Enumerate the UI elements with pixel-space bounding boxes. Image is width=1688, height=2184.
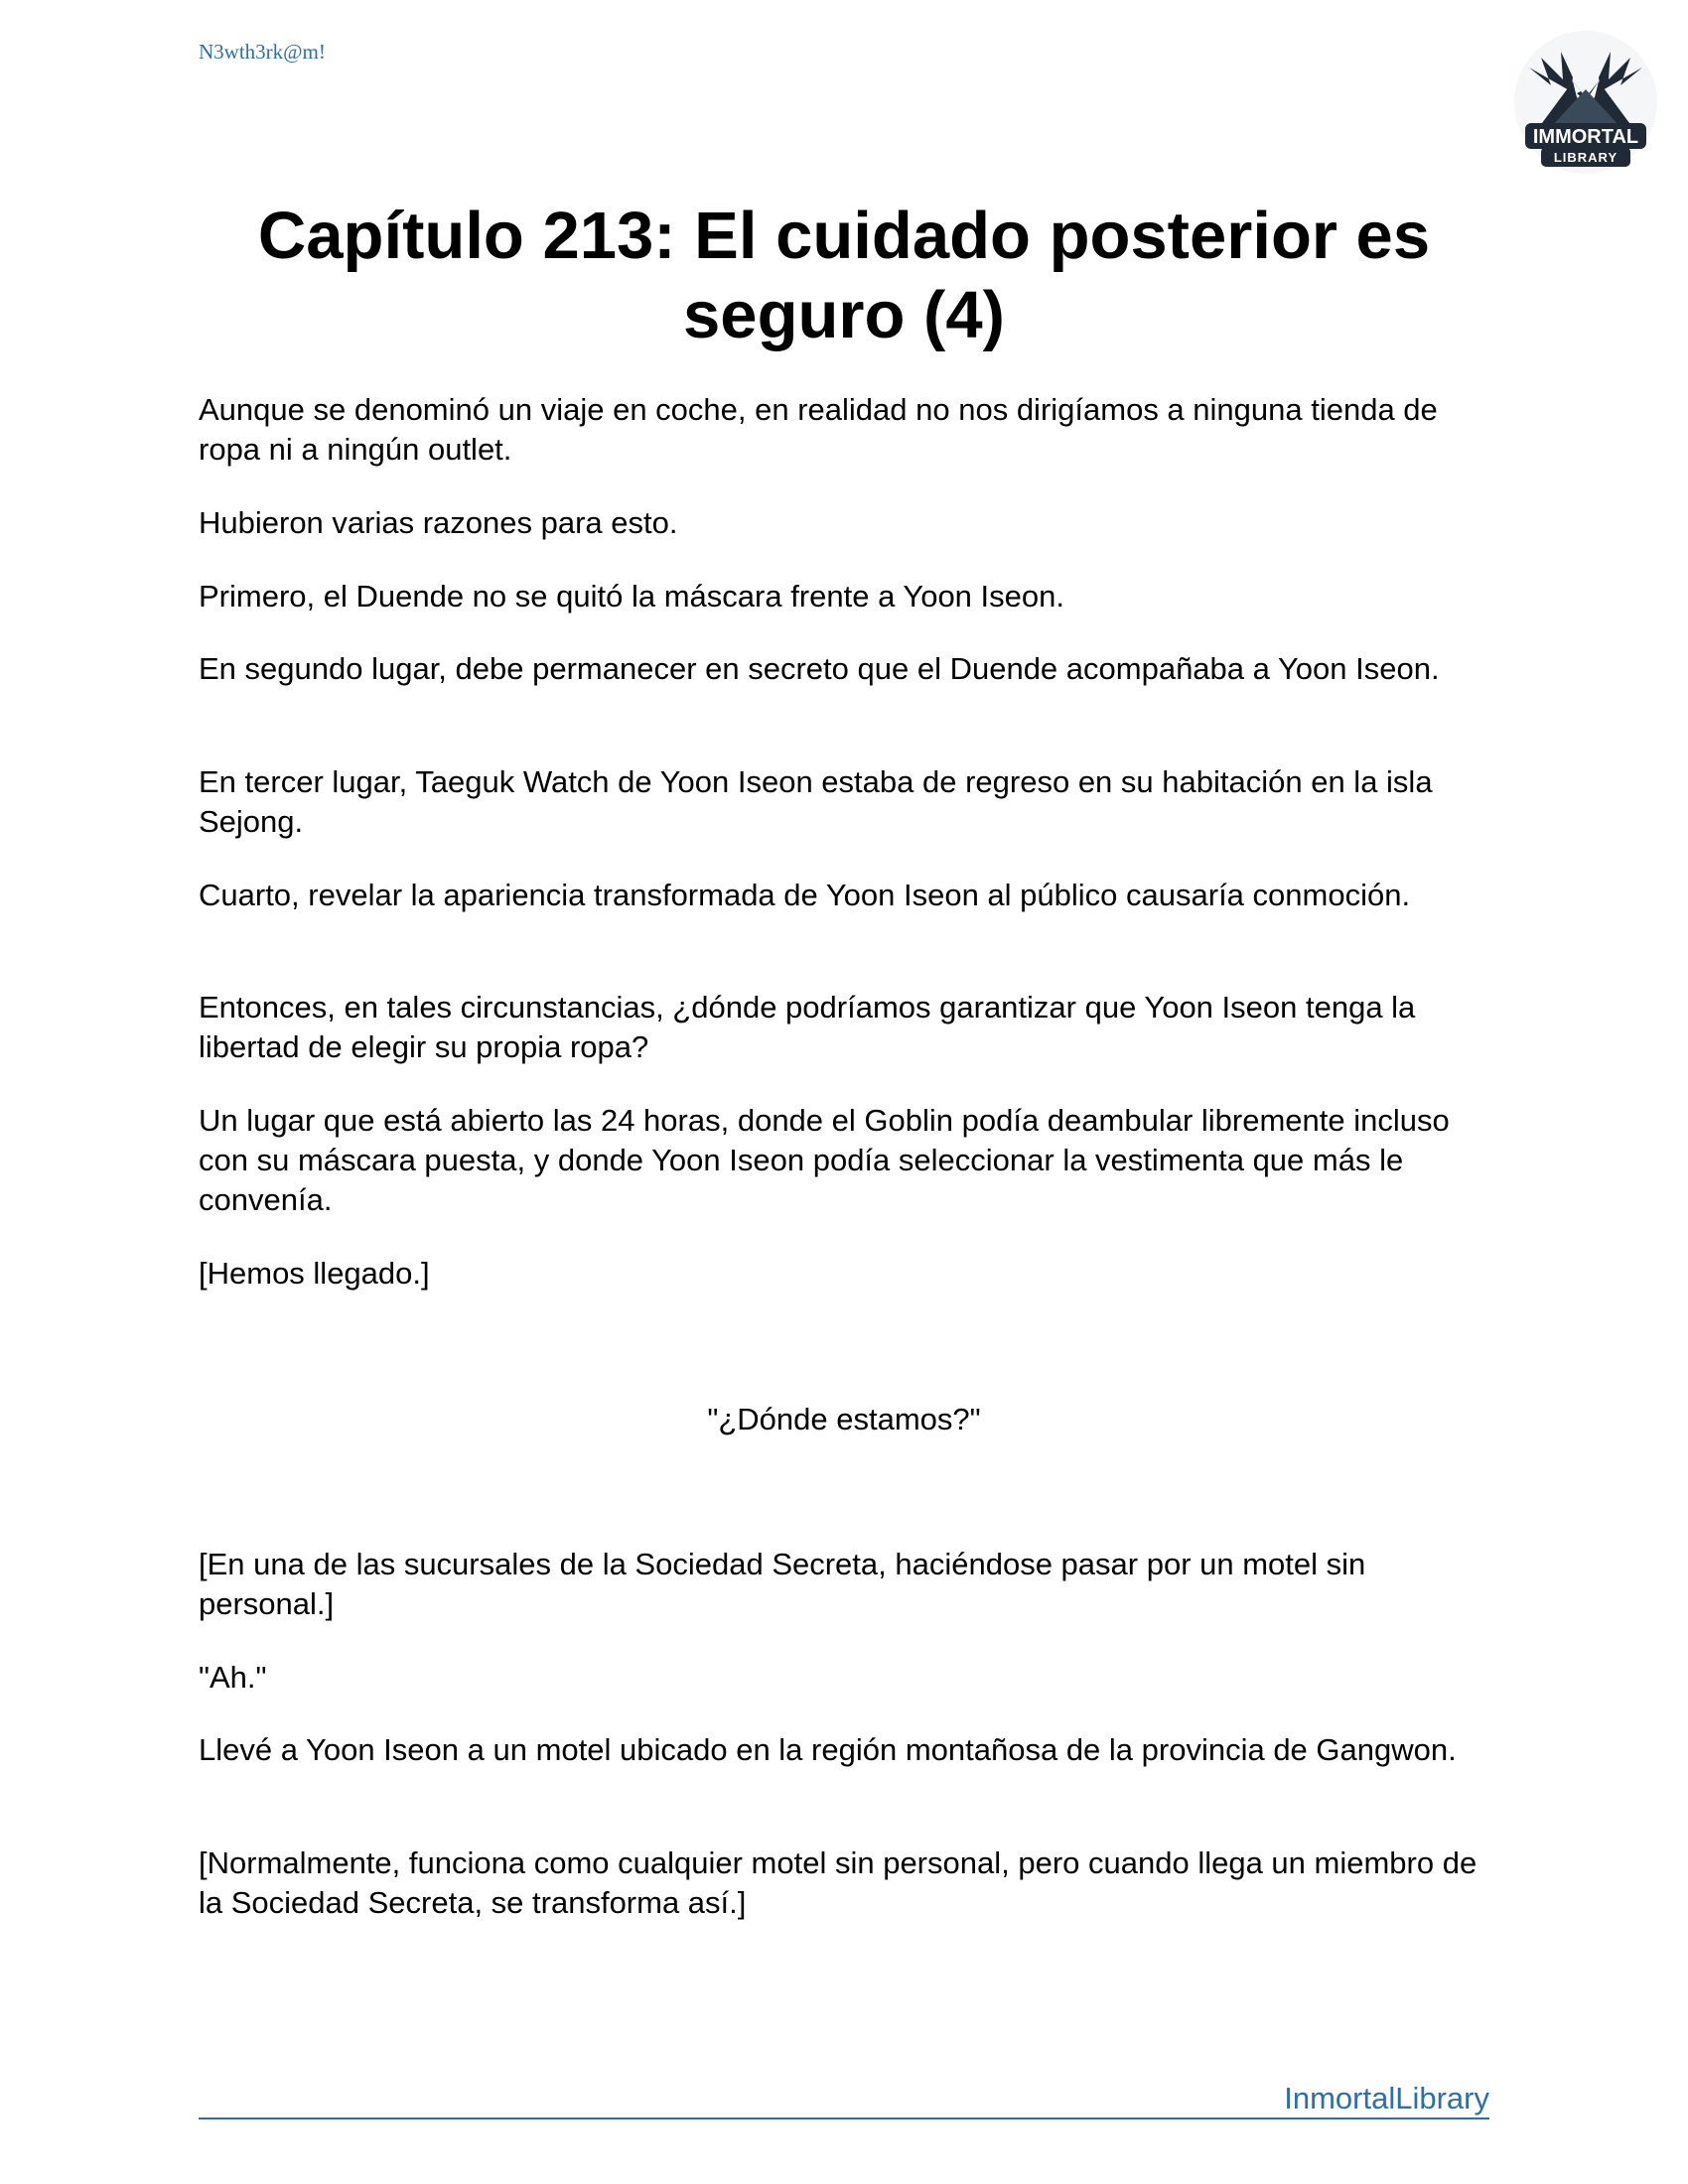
paragraph: Un lugar que está abierto las 24 horas, donde el Goblin podía deambular libremente incluso con su máscara puesta, y donde Yoon Iseon podía seleccionar la vestimenta que más le convenía.	[199, 1103, 1450, 1217]
immortal-library-logo	[1511, 28, 1660, 177]
logo-text-line1: IMMORTAL	[1532, 126, 1639, 148]
paragraph: "Ah."	[199, 1660, 267, 1695]
chapter-title: Capítulo 213: El cuidado posterior es seguro (4)	[257, 199, 1431, 352]
paragraph: [En una de las sucursales de la Sociedad Secreta, haciéndose pasar por un motel sin personal.]	[199, 1547, 1366, 1621]
paragraph: Llevé a Yoon Iseon a un motel ubicado en la región montañosa de la provincia de Gangwon.	[199, 1732, 1457, 1767]
paragraph: [Normalmente, funciona como cualquier motel sin personal, pero cuando llega un miembro de la Sociedad Secreta, se transforma así.]	[199, 1845, 1477, 1920]
footer-link[interactable]: InmortalLibrary	[1284, 2081, 1489, 2116]
paragraph: En tercer lugar, Taeguk Watch de Yoon Iseon estaba de regreso en su habitación en la isla Sejong.	[199, 764, 1433, 839]
paragraph: Entonces, en tales circunstancias, ¿dónde podríamos garantizar que Yoon Iseon tenga la libertad de elegir su propia ropa?	[199, 990, 1416, 1064]
paragraph: En segundo lugar, debe permanecer en secreto que el Duende acompañaba a Yoon Iseon.	[199, 651, 1440, 686]
paragraph: Hubieron varias razones para esto.	[199, 505, 678, 540]
paragraph: [Hemos llegado.]	[199, 1256, 430, 1291]
dialogue-centered: "¿Dónde estamos?"	[707, 1402, 981, 1436]
paragraph: Primero, el Duende no se quitó la máscara frente a Yoon Iseon.	[199, 579, 1064, 614]
footer-divider	[199, 2117, 1489, 2119]
watermark-text: N3wth3rk@m!	[199, 40, 326, 64]
paragraph: Cuarto, revelar la apariencia transformada de Yoon Iseon al público causaría conmoción.	[199, 878, 1411, 912]
paragraph: Aunque se denominó un viaje en coche, en realidad no nos dirigíamos a ninguna tienda de ropa ni a ningún outlet.	[199, 392, 1438, 467]
logo-text-line2: LIBRARY	[1553, 150, 1618, 165]
